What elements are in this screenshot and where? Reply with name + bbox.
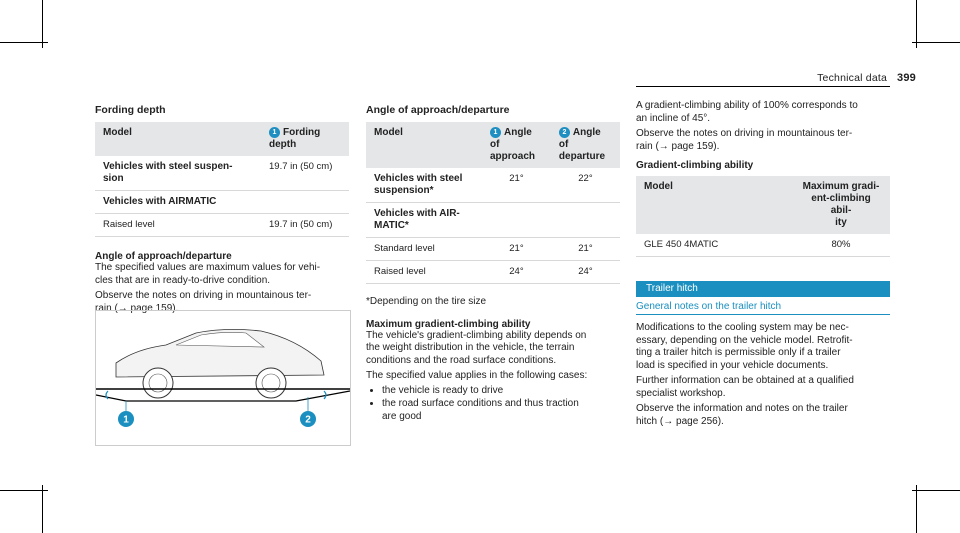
row-model: Vehicles with AIRMATIC [95,191,261,214]
row-value [261,191,349,214]
trailer-banner: Trailer hitch [636,281,890,297]
table-row [636,234,890,257]
crop-mark [0,42,48,43]
col-gradient: Maximum gradi- ent-climbing abil- ity [792,176,890,234]
crop-mark [0,490,48,491]
row-departure [551,203,620,238]
col-model: Model [636,176,792,234]
table-row [366,261,620,284]
table-row [95,156,349,191]
col-approach: 1 Angle of approach [482,122,551,168]
row-approach: 24° [482,261,551,284]
crop-mark [42,485,43,533]
gradient-title: Maximum gradient-climbing ability [366,318,531,330]
table-row [366,203,620,238]
callout-1-icon: 1 [490,127,501,138]
row-model: GLE 450 4MATIC [636,234,792,257]
row-model: Raised level [366,261,482,284]
angle-table [366,122,620,284]
trailer-section [636,322,890,428]
callout-2: 2 [305,414,311,426]
row-model: Standard level [366,238,482,261]
row-value: 19.7 in (50 cm) [261,156,349,191]
callout-2-icon: 2 [559,127,570,138]
callout-1-icon: 1 [269,127,280,138]
fording-title: Fording depth [95,104,166,116]
gradient-list [366,385,620,424]
row-value: 19.7 in (50 cm) [261,214,349,237]
row-approach: 21° [482,238,551,261]
column-right [636,100,890,257]
car-angle-illustration [95,310,351,446]
col-fording: 1 Fording depth [261,122,349,156]
crop-mark [912,42,960,43]
row-departure: 24° [551,261,620,284]
trailer-note: Observe the information and notes on the trailer hitch (→ page 256). [636,403,848,427]
column-left [95,104,349,315]
col-model: Model [95,122,261,156]
page-header [817,72,916,84]
crop-mark [916,485,917,533]
table-row [366,168,620,203]
table-row [366,238,620,261]
row-approach: 21° [482,168,551,203]
gradient-text: The vehicle's gradient-climbing ability depends on the weight distribution in the vehicle, the terrain conditions and the road surface conditions. [366,329,587,366]
col-model: Model [366,122,482,168]
list-item: • the road surface conditions and thus traction are good [382,398,620,423]
angle-title: Angle of approach/departure [95,251,232,263]
table-row [95,214,349,237]
row-departure: 21° [551,238,620,261]
trailer-text: Modifications to the cooling system may be nec- essary, depending on the vehicle model. Retrofit- ting a trailer hitch is permissible only if a trailer load is specified in your vehicle documents. [636,322,853,371]
gradient-cases: The specified value applies in the following cases: [366,370,588,382]
page-number: 399 [897,72,916,84]
footnote: *Depending on the tire size [366,296,487,308]
angle-text: The specified values are maximum values for vehi- cles that are in ready-to-drive condition. [95,262,321,286]
list-item: • the vehicle is ready to drive [382,385,620,398]
callout-1: 1 [123,414,129,426]
gradient-incline-text: A gradient-climbing ability of 100% corresponds to an incline of 45°. [636,100,858,124]
angle-table-title: Angle of approach/departure [366,104,510,116]
row-model: Vehicles with AIR- MATIC* [366,203,482,238]
row-model: Raised level [95,214,261,237]
mountain-note: Observe the notes on driving in mountainous ter- rain (→ page 159). [636,128,853,152]
row-model: Vehicles with steel suspension* [366,168,482,203]
row-departure: 22° [551,168,620,203]
gradient-table [636,176,890,257]
car-illustration-icon [96,311,350,445]
row-value: 80% [792,234,890,257]
section-title: Technical data [817,72,888,84]
col-departure: 2 Angle of departure [551,122,620,168]
column-middle [366,104,620,424]
crop-mark [916,0,917,48]
crop-mark [912,490,960,491]
header-rule [636,86,890,87]
table-row [95,191,349,214]
trailer-info: Further information can be obtained at a qualified specialist workshop. [636,375,854,399]
angle-note: Observe the notes on driving in mountainous ter- rain (→ page 159). [95,290,312,314]
row-approach [482,203,551,238]
crop-mark [42,0,43,48]
gradient-table-title: Gradient-climbing ability [636,160,754,171]
row-model: Vehicles with steel suspen- sion [95,156,261,191]
fording-table [95,122,349,237]
trailer-subhead: General notes on the trailer hitch [636,301,890,315]
